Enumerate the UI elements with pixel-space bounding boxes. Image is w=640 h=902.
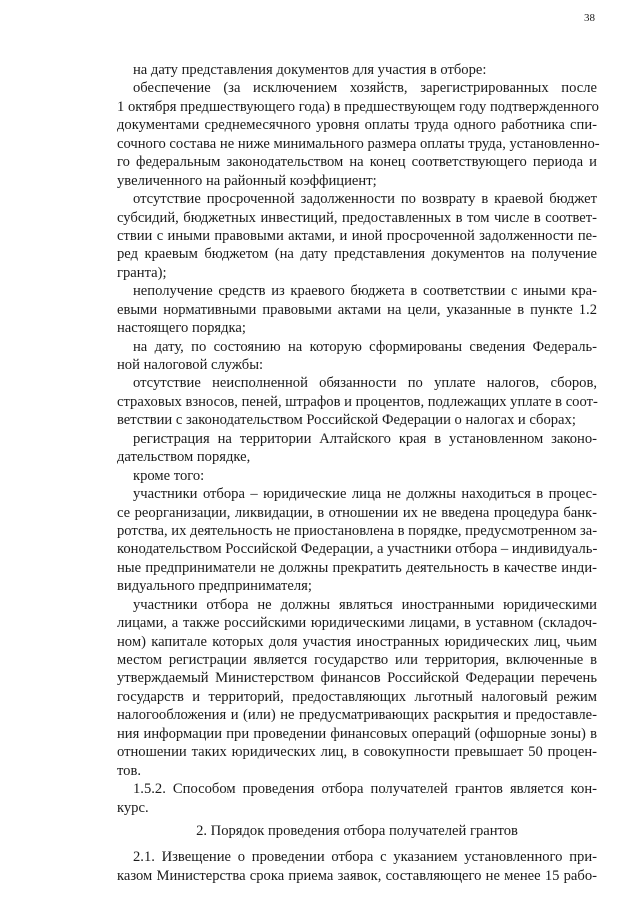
text-line: местом регистрации является государство или территория, включенные в — [117, 652, 597, 668]
text-line: страховых взносов, пеней, штрафов и процентов, подлежащих уплате в соот- — [117, 393, 598, 410]
section-text — [117, 848, 597, 885]
text-line: видуального предпринимателя; — [117, 578, 312, 595]
text-line: го федеральным законодательством на конец соответствующего периода и — [117, 154, 597, 171]
text-line: отношении таких юридических лиц, в совокупности превышает 50 процен- — [117, 744, 597, 761]
text-line: ной налоговой службы: — [117, 357, 264, 373]
text-line: 1.5.2. Способом проведения отбора получателей грантов является кон- — [133, 781, 597, 798]
text-line: кроме того: — [133, 467, 205, 484]
text-line: субсидий, бюджетных инвестиций, предоставленных в том числе в соответ- — [117, 209, 597, 226]
text-line: участники отбора – юридические лица не должны находиться в процес- — [133, 486, 597, 503]
text-line: налогообложения и (или) не предусматривающих раскрытия и предоставле- — [117, 707, 597, 724]
text-line: отсутствие просроченной задолженности по возврату в краевой бюджет — [133, 191, 597, 208]
text-line: сочного состава не ниже минимального размера оплаты труда, установленно- — [117, 135, 600, 152]
body-text — [117, 61, 600, 817]
text-line: регистрация на территории Алтайского края в установленном законо- — [133, 430, 597, 447]
page-number: 38 — [584, 12, 595, 24]
document-body — [117, 61, 600, 885]
text-line: ные предприниматели не должны прекратить деятельность в качестве инди- — [117, 559, 597, 576]
text-line: ствии с иными правовыми актами, и иной просроченной задолженности пе- — [117, 227, 597, 244]
text-line: ротства, их деятельность не приостановлена в порядке, предусмотренном за- — [117, 522, 598, 539]
text-line: лицами, а также российскими юридическими лицами, в уставном (складоч- — [117, 615, 597, 632]
text-line: на дату представления документов для участия в отборе: — [133, 62, 487, 78]
text-line: гранта); — [117, 264, 167, 281]
text-line: се реорганизации, ликвидации, в отношении их не введена процедура банк- — [117, 504, 597, 521]
text-line: отсутствие неисполненной обязанности по уплате налогов, сборов, — [133, 375, 597, 392]
text-line: курс. — [117, 799, 149, 816]
text-line: утверждаемый Министерством финансов Российской Федерации перечень — [117, 670, 597, 687]
text-line: настоящего порядка; — [117, 320, 246, 337]
text-line: 2.1. Извещение о проведении отбора с указанием установленного при- — [133, 849, 597, 866]
text-line: казом Министерства срока приема заявок, составляющего не менее 15 рабо- — [117, 867, 597, 884]
text-line: государств и территорий, предоставляющих льготный налоговый режим — [117, 688, 597, 705]
text-line: тов. — [117, 762, 142, 779]
text-line: ния информации при проведении финансовых операций (офшорные зоны) в — [117, 725, 597, 742]
text-line: ном) капитале которых доля участия иностранных юридических лиц, чьим — [117, 633, 597, 650]
text-line: ветствии с законодательством Российской Федерации о налогах и сборах; — [117, 412, 576, 429]
text-line: евыми нормативными правовыми актами на цели, указанные в пункте 1.2 — [117, 301, 597, 318]
text-line: дательством порядке, — [117, 449, 251, 466]
text-line: на дату, по состоянию на которую сформированы сведения Федераль- — [133, 338, 597, 355]
text-line: обеспечение (за исключением хозяйств, зарегистрированных после — [133, 80, 597, 97]
section-heading: 2. Порядок проведения отбора получателей грантов — [196, 822, 518, 839]
text-line: документами среднемесячного уровня оплаты труда одного работника спи- — [117, 117, 597, 134]
text-line: ред краевым бюджетом (на дату представления документов на получение — [117, 246, 597, 263]
text-line: конодательством Российской Федерации, а участники отбора – индивидуаль- — [117, 541, 598, 558]
text-line: увеличенного на районный коэффициент; — [117, 172, 377, 189]
text-line: 1 октября предшествующего года) в предшествующем году подтвержденного — [117, 98, 599, 115]
text-line: неполучение средств из краевого бюджета в соответствии с иными кра- — [133, 283, 597, 300]
text-line: участники отбора не должны являться иностранными юридическими — [133, 596, 597, 613]
